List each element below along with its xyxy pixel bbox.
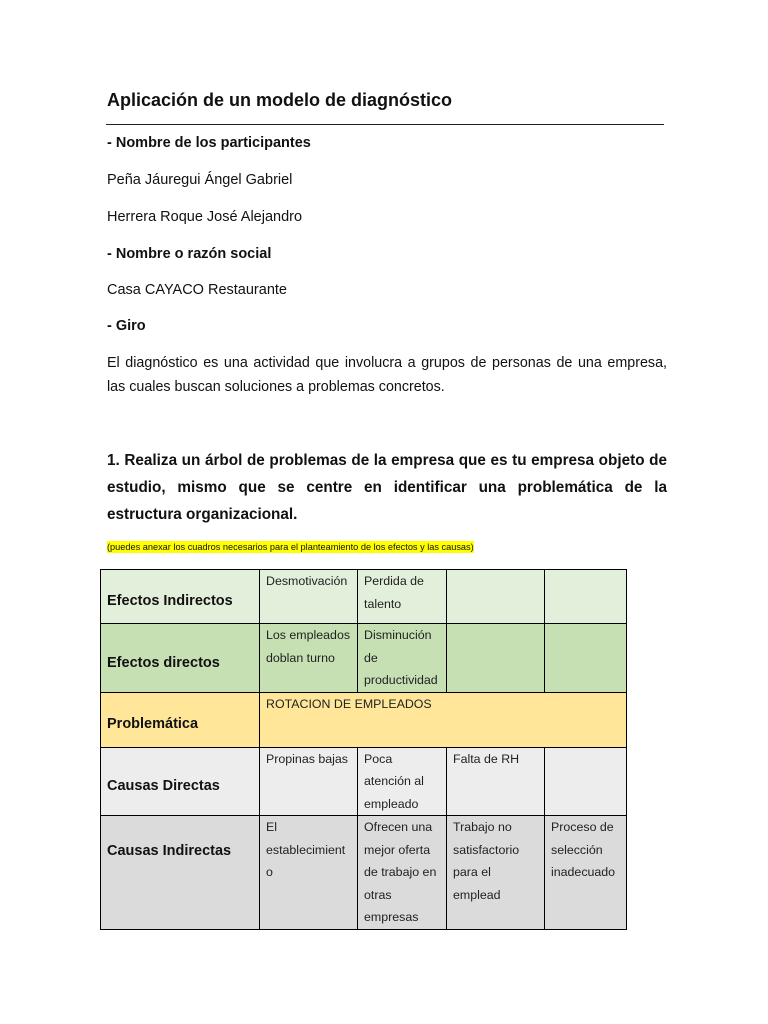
problem-tree-table [100, 569, 627, 930]
row-label: Efectos Indirectos [101, 570, 260, 624]
tree-cell: Desmotivación [260, 570, 358, 624]
problem-statement: ROTACION DE EMPLEADOS [260, 692, 627, 747]
direct-effects-row [101, 624, 627, 693]
tree-cell [545, 570, 627, 624]
tree-cell [447, 624, 545, 693]
tree-cell [545, 624, 627, 693]
tree-cell: Perdida de talento [358, 570, 447, 624]
indirect-causes-row [101, 816, 627, 930]
participants-heading: - Nombre de los participantes [107, 135, 311, 151]
direct-causes-row [101, 747, 627, 816]
tree-cell: Poca atención al empleado [358, 747, 447, 816]
tree-cell: El establecimient o [260, 816, 358, 930]
participant-name: Peña Jáuregui Ángel Gabriel [107, 172, 293, 188]
problem-row [101, 692, 627, 747]
tree-cell: Falta de RH [447, 747, 545, 816]
tree-cell [545, 747, 627, 816]
row-label: Causas Indirectas [101, 816, 260, 930]
tree-cell: Trabajo no satisfactorio para el emplead [447, 816, 545, 930]
tree-cell: Los empleados doblan turno [260, 624, 358, 693]
giro-heading: - Giro [107, 318, 146, 334]
row-label: Causas Directas [101, 747, 260, 816]
tree-cell: Propinas bajas [260, 747, 358, 816]
indirect-effects-row [101, 570, 627, 624]
highlight-note: (puedes anexar los cuadros necesarios para el planteamiento de los efectos y las causas) [107, 542, 474, 552]
company-name: Casa CAYACO Restaurante [107, 282, 287, 298]
title-divider [106, 124, 664, 125]
tree-cell: Disminución de productividad [358, 624, 447, 693]
giro-description: El diagnóstico es una actividad que involucra a grupos de personas de una empresa, las cuales buscan soluciones a problemas concretos. [107, 355, 667, 395]
tree-cell: Ofrecen una mejor oferta de trabajo en otras empresas [358, 816, 447, 930]
page-title: Aplicación de un modelo de diagnóstico [107, 90, 453, 110]
row-label: Problemática [101, 692, 260, 747]
company-heading: - Nombre o razón social [107, 246, 272, 262]
question-text: 1. Realiza un árbol de problemas de la empresa que es tu empresa objeto de estudio, mismo que se centre en identificar una problemática de la estructura organizacional. [107, 452, 667, 523]
row-label: Efectos directos [101, 624, 260, 693]
tree-cell [447, 570, 545, 624]
participant-name: Herrera Roque José Alejandro [107, 209, 303, 225]
tree-cell: Proceso de selección inadecuado [545, 816, 627, 930]
